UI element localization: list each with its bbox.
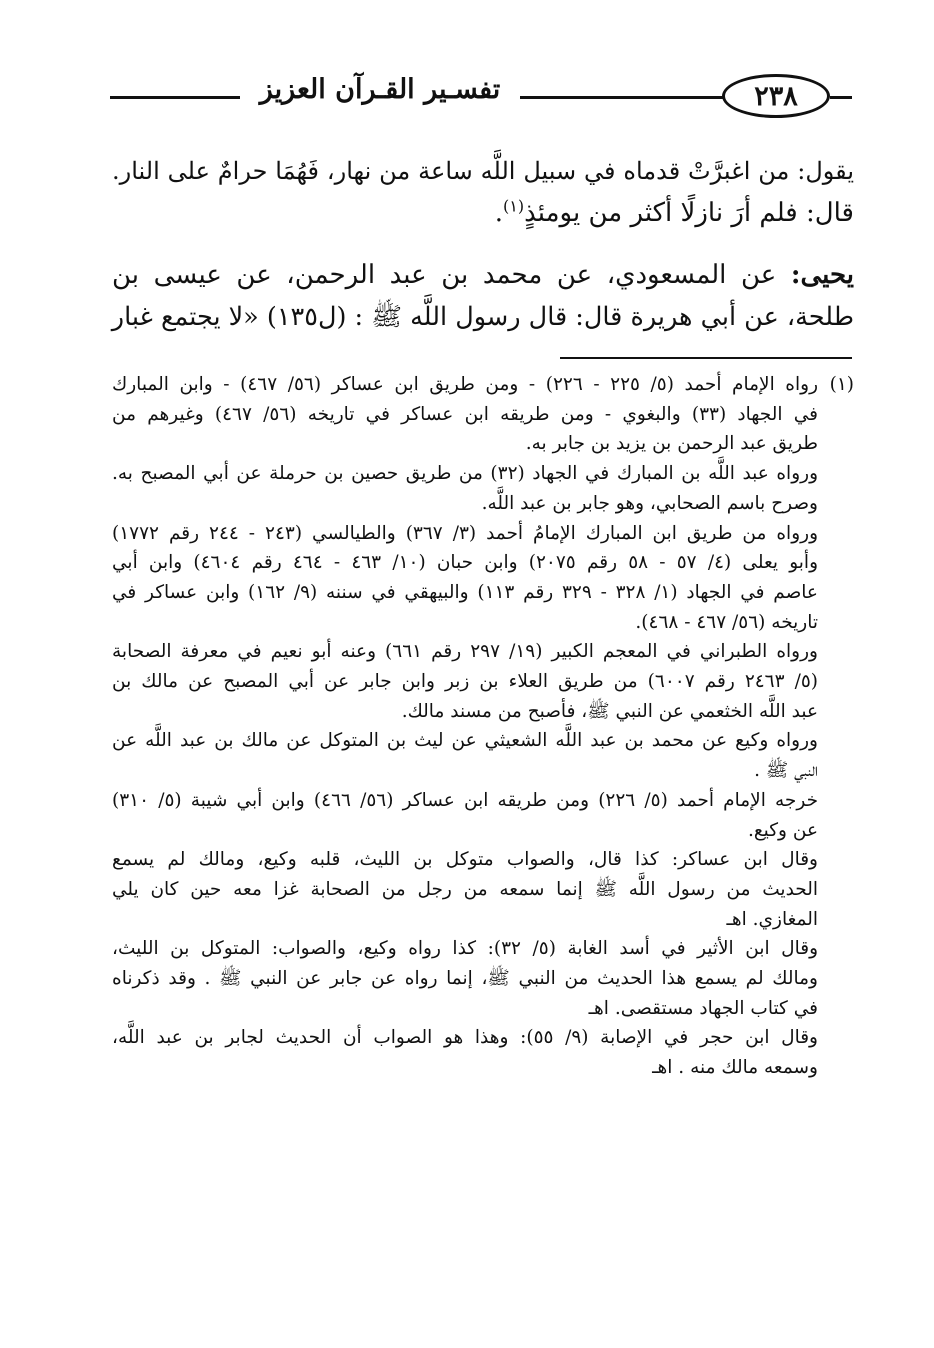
footnote-line [112, 489, 854, 519]
footnote-line-text: المغازي. اهـ [726, 908, 818, 930]
footnote-line [112, 459, 854, 489]
footnote-line-text: عبد اللَّه الخثعمي عن النبي ﷺ، فأصبح من مسند مالك. [401, 700, 818, 722]
footnote-line [112, 370, 854, 400]
footnote-line [112, 429, 854, 459]
footnote-line [112, 756, 854, 786]
footnote-line [112, 964, 854, 994]
speaker-name: يحيى: [790, 260, 854, 290]
footnote-line [112, 637, 854, 667]
footnote-line [112, 905, 854, 935]
footnote-line [112, 697, 854, 727]
header-rule-left [110, 96, 240, 99]
footnote-line-text: في كتاب الجهاد مستقصى. اهـ [588, 997, 818, 1019]
footnote-line-text: وأبو يعلى (٤/ ٥٧ - ٥٨ رقم ٢٠٧٥) وابن حبان (١٠/ ٤٦٣ - ٤٦٤ رقم ٤٦٠٤) وابن أبي [112, 552, 818, 574]
footnotes-section [112, 370, 854, 1083]
footnote-line-text: ورواه وكيع عن محمد بن عبد اللَّه الشعيثي عن ليث بن المتوكل عن مالك بن عبد اللَّه عن [112, 730, 818, 752]
footnote-line-text: خرجه الإمام أحمد (٥/ ٢٢٦) ومن طريقه ابن عساكر (٥٦/ ٤٦٦) وابن أبي شيبة (٥/ ٣١٠) [112, 789, 819, 811]
footnote-line [112, 578, 854, 608]
footnote-line [112, 845, 854, 875]
footnote-line-text: وقال ابن عساكر: كذا قال، والصواب متوكل بن الليث، قلبه وكيع، ومالك لم يسمع [112, 849, 818, 871]
main-line-text: يقول: من اغبرَّتْ قدماه في سبيل اللَّه ساعة من نهار، فَهُمَا حرامٌ على النار. [112, 157, 854, 185]
footnote-line [112, 400, 854, 430]
footnote-line-text: الحديث من رسول اللَّه ﷺ إنما سمعه من رجل من الصحابة غزا معه حين كان يلي [112, 878, 818, 900]
footnote-line-text: رواه الإمام أحمد (٥/ ٢٢٥ - ٢٢٦) - ومن طريق ابن عساكر (٥٦/ ٤٦٧) - وابن المبارك [112, 374, 819, 395]
footnote-line [112, 726, 854, 756]
page-header [110, 72, 852, 120]
running-title: تفسـير القـرآن العزيز [259, 74, 501, 105]
main-text [112, 150, 854, 338]
footnote-line-text: في الجهاد (٣٣) والبغوي - ومن طريقه ابن عساكر في تاريخه (٥٦/ ٤٦٧) وغيرهم من [112, 403, 818, 425]
footnote-line [112, 667, 854, 697]
main-line-text: طلحة، عن أبي هريرة قال: قال رسول اللَّه ﷺ : (ل١٣٥) «لا يجتمع غبار [111, 302, 854, 332]
main-line [112, 254, 854, 296]
footnote-line [112, 786, 854, 816]
main-line-text: قال: فلم أرَ نازلًا أكثر من يومئذٍ [524, 198, 854, 228]
footnote-line-text: وقال ابن الأثير في أسد الغابة (٥/ ٣٢): كذا رواه وكيع، والصواب: المتوكل بن الليث، [112, 938, 818, 960]
footnote-line-text: وقال ابن حجر في الإصابة (٩/ ٥٥): وهذا هو الصواب أن الحديث لجابر بن عبد اللَّه، [112, 1027, 818, 1049]
footnote-line [112, 816, 854, 846]
footnote-line [112, 1053, 854, 1083]
main-line [112, 192, 854, 234]
footnote-line-text: وسمعه مالك منه . اهـ [652, 1057, 818, 1079]
main-line [112, 296, 854, 338]
footnote-line-text: عاصم في الجهاد (١/ ٣٢٨ - ٣٢٩ رقم ١١٣) والبيهقي في سننه (٩/ ١٦٢) وابن عساكر في [112, 581, 818, 603]
footnote-number: (١) [829, 374, 855, 395]
footnote-line-text: (٥/ ٢٤٦٣ رقم ٦٠٠٧) من طريق العلاء بن زبر وابن جابر عن أبي المصبح عن مالك بن [112, 671, 818, 693]
main-line-end: . [494, 198, 504, 228]
footnote-line-text: طريق عبد الرحمن بن يزيد بن جابر به. [525, 433, 818, 455]
footnote-line-text: النبي ﷺ . [754, 760, 818, 782]
footnote-separator [560, 357, 852, 359]
header-rule-right [830, 96, 852, 99]
footnote-line [112, 519, 854, 549]
footnote-line-text: ورواه الطبراني في المعجم الكبير (١٩/ ٢٩٧ رقم ٦٦١) وعنه أبو نعيم في معرفة الصحابة [112, 641, 818, 663]
footnote-line-text: ومالك لم يسمع هذا الحديث من النبي ﷺ، إنما رواه عن جابر عن النبي ﷺ . وقد ذكرناه [112, 968, 818, 990]
footnote-line [112, 1023, 854, 1053]
footnote-line-text: ورواه عبد اللَّه بن المبارك في الجهاد (٣٢) من طريق حصين بن حرملة عن أبي المصبح به. [112, 463, 818, 485]
main-line [112, 150, 854, 192]
footnote-line [112, 994, 854, 1024]
footnote-line [112, 875, 854, 905]
footnote-line-text: عن وكيع. [747, 819, 818, 841]
main-line-text: عن المسعودي، عن محمد بن عبد الرحمن، عن عيسى بن [112, 260, 791, 290]
page-number: ٢٣٨ [722, 74, 830, 118]
footnote-line [112, 548, 854, 578]
footnote-line [112, 608, 854, 638]
footnote-line-text: وصرح باسم الصحابي، وهو جابر بن عبد اللَّه. [481, 492, 818, 514]
footnote-line-text: ورواه من طريق ابن المبارك الإمامُ أحمد (٣/ ٣٦٧) والطيالسي (٢٤٣ - ٢٤٤ رقم ١٧٧٢) [112, 522, 818, 544]
footnote-marker: (١) [503, 196, 525, 216]
footnote-line-text: تاريخه (٥٦/ ٤٦٧ - ٤٦٨). [635, 611, 818, 633]
footnote-line [112, 934, 854, 964]
